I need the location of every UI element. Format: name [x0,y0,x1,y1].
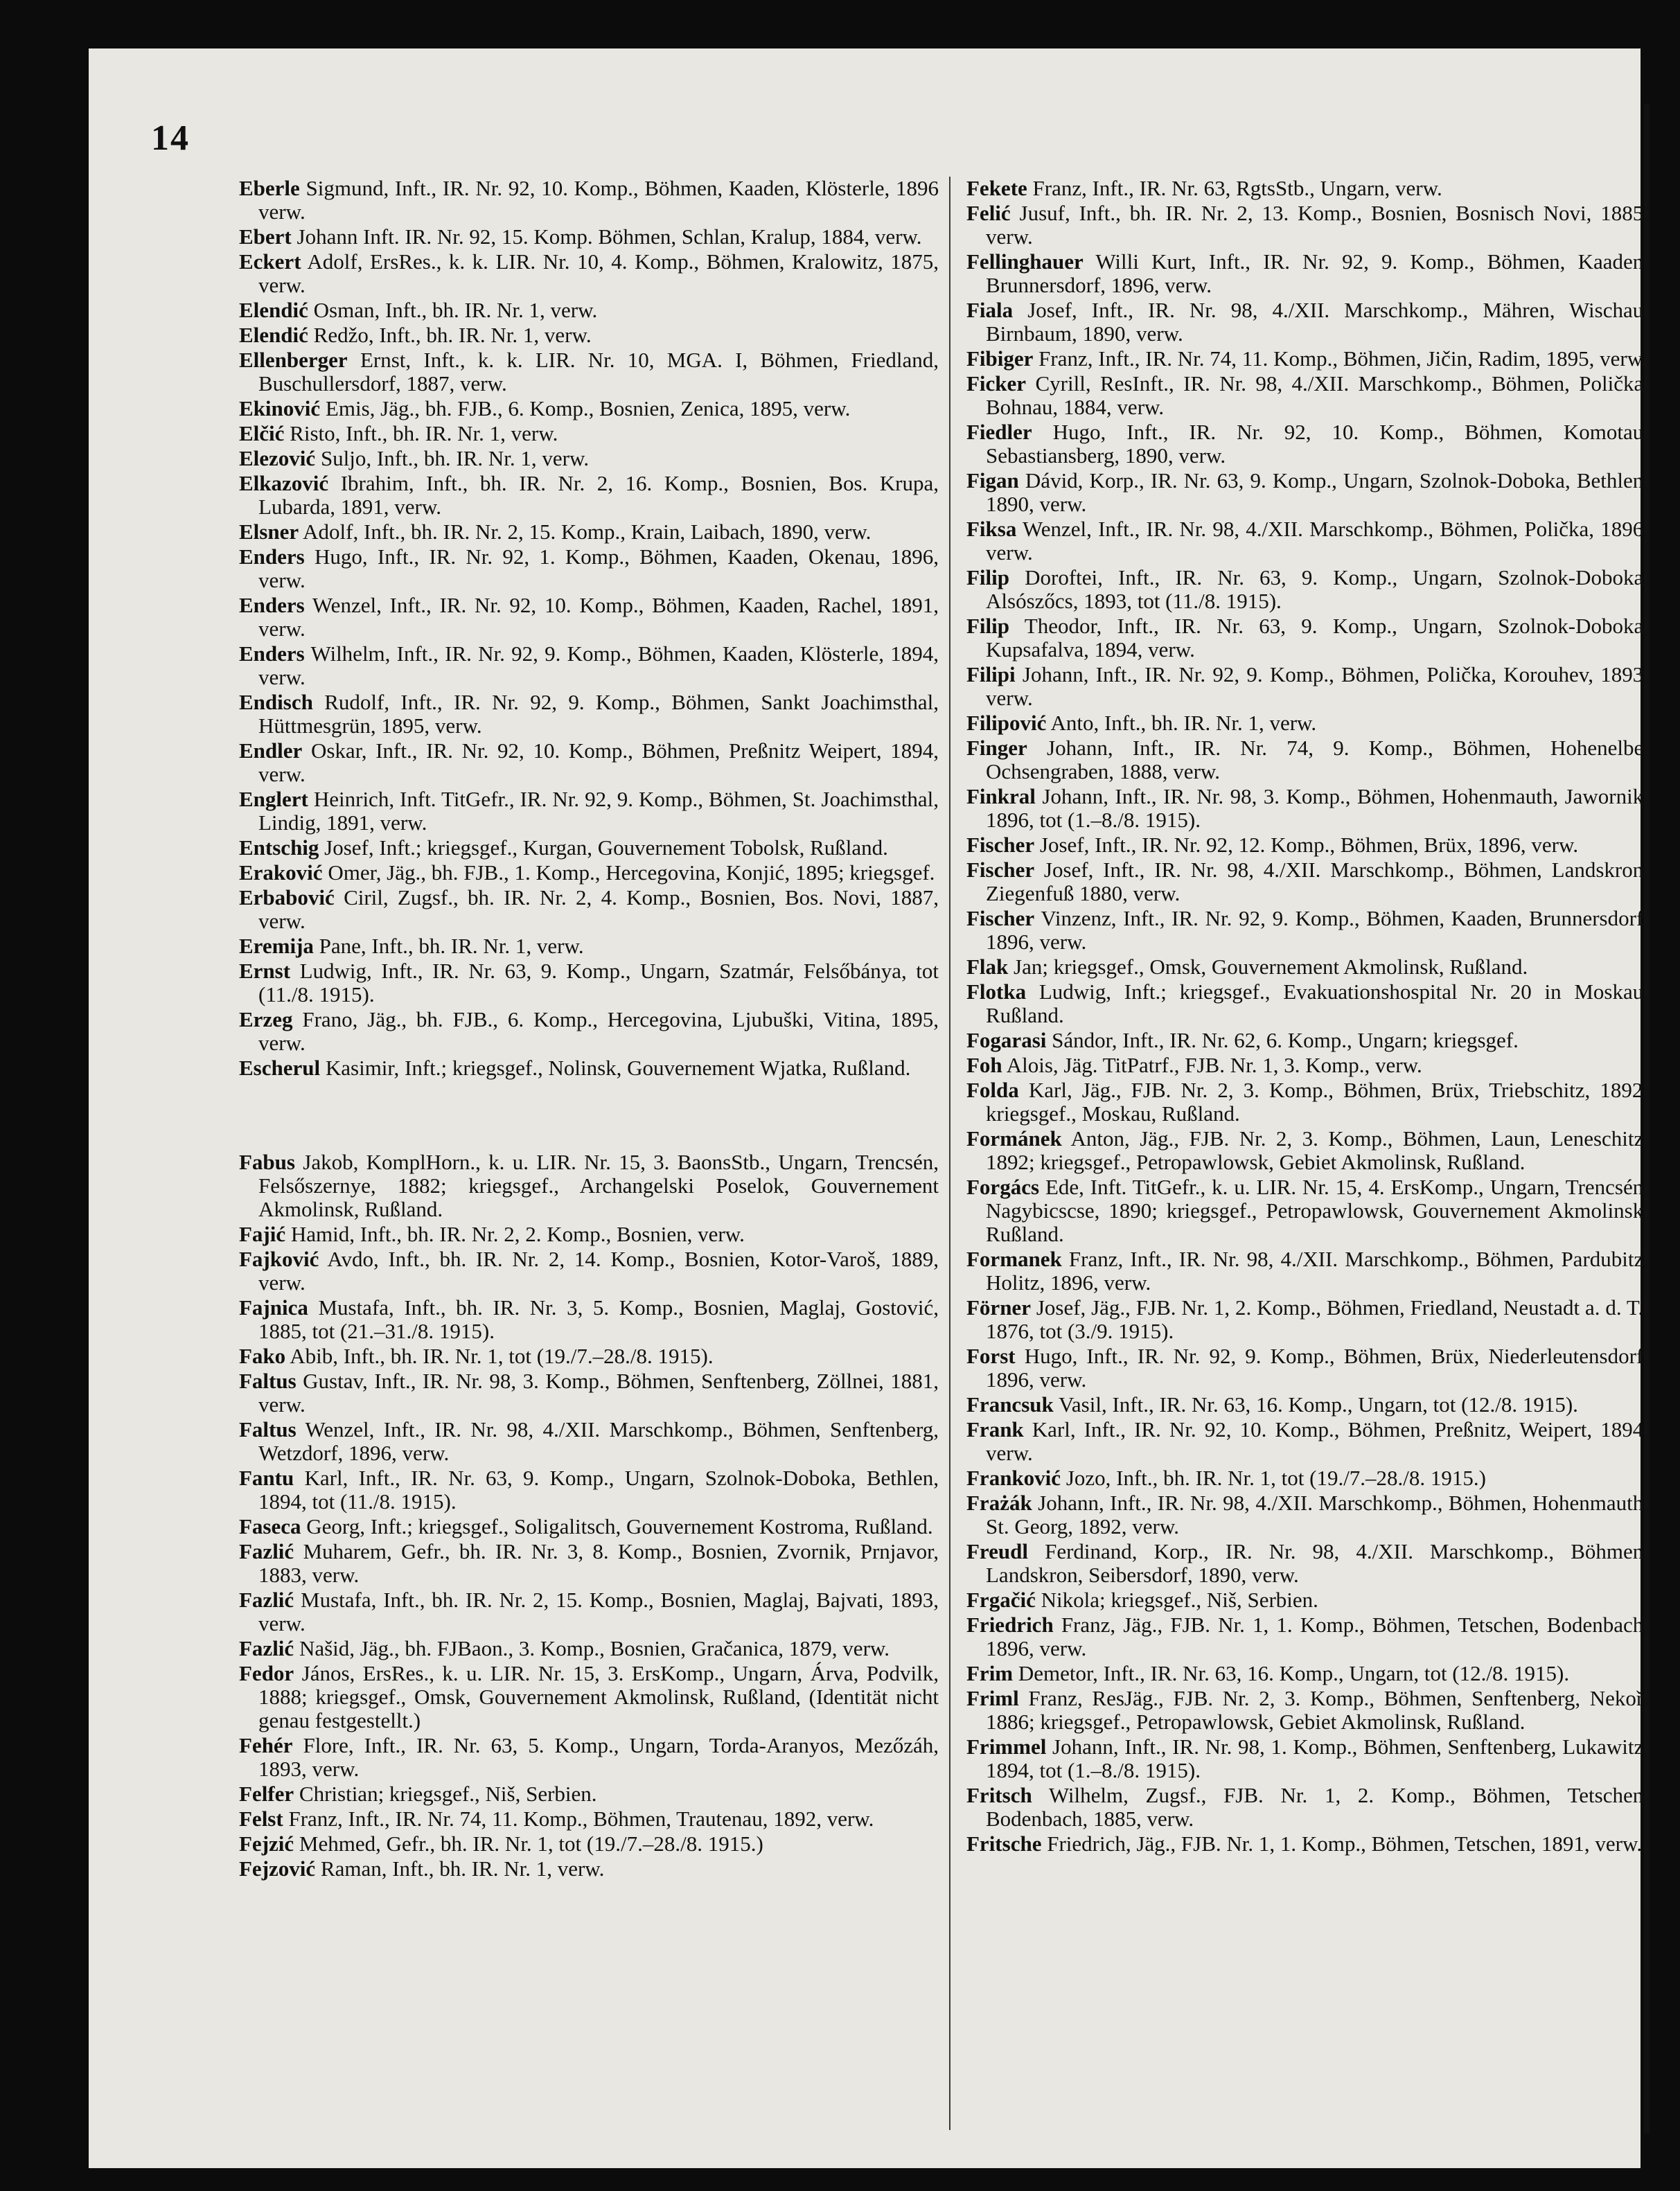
entry-details: Johann, Inft., IR. Nr. 92, 9. Komp., Böhmen, Polička, Korouhev, 1893, verw. [986,662,1649,710]
entry-details: Mustafa, Inft., bh. IR. Nr. 3, 5. Komp., Bosnien, Maglaj, Gostović, 1885, tot (21.–31./8. 1915). [258,1295,939,1343]
right-column [966,177,1649,1857]
entry-details: Franz, Jäg., FJB. Nr. 1, 1. Komp., Böhmen, Tetschen, Bodenbach, 1896, verw. [986,1613,1649,1660]
entry-details: Cyrill, ResInft., IR. Nr. 98, 4./XII. Marschkomp., Böhmen, Polička, Bohnau, 1884, verw. [986,371,1649,419]
entry-details: Ernst, Inft., k. k. LIR. Nr. 10, MGA. I, Böhmen, Friedland, Buschullersdorf, 1887, verw. [258,348,939,396]
entry-details: Franz, ResJäg., FJB. Nr. 2, 3. Komp., Böhmen, Senftenberg, Nekoř, 1886; kriegsgef., Petropawlowsk, Gebiet Akmolinsk, Rußland. [986,1686,1649,1734]
entry-details: Jusuf, Inft., bh. IR. Nr. 2, 13. Komp., Bosnien, Bosnisch Novi, 1885, verw. [986,201,1649,249]
register-entry [239,177,939,224]
entry-details: Emis, Jäg., bh. FJB., 6. Komp., Bosnien, Zenica, 1895, verw. [325,396,851,420]
page-number: 14 [151,118,190,158]
entry-details: Omer, Jäg., bh. FJB., 1. Komp., Hercegovina, Konjić, 1895; kriegsgef. [328,860,935,885]
entry-surname: Faltus [239,1417,297,1442]
register-entry [239,886,939,933]
entry-details: Franz, Inft., IR. Nr. 63, RgtsStb., Ungarn, verw. [1032,177,1442,200]
entry-surname: Finger [966,736,1027,760]
entry-details: Hugo, Inft., IR. Nr. 92, 9. Komp., Böhmen, Brüx, Niederleutensdorf, 1896, verw. [986,1344,1649,1392]
entry-details: Raman, Inft., bh. IR. Nr. 1, verw. [320,1856,605,1881]
entry-details: Heinrich, Inft. TitGefr., IR. Nr. 92, 9. Komp., Böhmen, St. Joachimsthal, Lindig, 1891, verw. [258,787,939,835]
register-entry [239,1056,939,1080]
entry-surname: Elčić [239,421,285,445]
entry-details: Alois, Jäg. TitPatrf., FJB. Nr. 1, 3. Komp., verw. [1006,1053,1422,1077]
section-gap [239,1081,939,1151]
entry-surname: Filip [966,565,1010,589]
register-entry [966,1466,1649,1490]
entry-surname: Englert [239,787,308,811]
entry-surname: Entschig [239,835,319,860]
register-entry [239,1418,939,1465]
register-entry [966,1393,1649,1417]
register-entry [966,1491,1649,1538]
entry-surname: Fajković [239,1247,319,1271]
register-entry [239,1540,939,1587]
entry-details: Josef, Inft., IR. Nr. 98, 4./XII. Marschkomp., Böhmen, Landskron, Ziegenfuß 1880, verw. [986,858,1649,905]
entry-surname: Fabus [239,1150,295,1174]
entry-surname: Francsuk [966,1392,1054,1417]
register-entry [966,1588,1649,1612]
entry-details: Jozo, Inft., bh. IR. Nr. 1, tot (19./7.–28./8. 1915.) [1066,1466,1486,1490]
entry-surname: Erbabović [239,885,335,910]
entry-surname: Felfer [239,1782,294,1806]
register-entry [966,469,1649,516]
entry-surname: Finkral [966,784,1036,808]
entry-surname: Fischer [966,858,1035,882]
entry-details: Christian; kriegsgef., Niš, Serbien. [299,1782,597,1806]
entry-details: Wenzel, Inft., IR. Nr. 92, 10. Komp., Böhmen, Kaaden, Rachel, 1891, verw. [258,593,939,641]
entry-details: Frano, Jäg., bh. FJB., 6. Komp., Hercegovina, Ljubuški, Vitina, 1895, verw. [258,1007,939,1055]
entry-details: Anto, Inft., bh. IR. Nr. 1, verw. [1050,711,1317,735]
entry-details: Georg, Inft.; kriegsgef., Soligalitsch, Gouvernement Kostroma, Rußland. [306,1514,933,1538]
entry-details: Demetor, Inft., IR. Nr. 63, 16. Komp., Ungarn, tot (12./8. 1915). [1018,1661,1570,1685]
entry-surname: Escherul [239,1056,321,1080]
entry-surname: Fibiger [966,346,1034,371]
entry-surname: Eberle [239,176,300,200]
entry-details: Flore, Inft., IR. Nr. 63, 5. Komp., Ungarn, Torda-Aranyos, Mezőzáh, 1893, verw. [258,1733,939,1781]
entry-surname: Eckert [239,249,301,274]
entry-surname: Fritsch [966,1783,1032,1807]
entry-details: Friedrich, Jäg., FJB. Nr. 1, 1. Komp., Böhmen, Tetschen, 1891, verw. [1047,1831,1643,1856]
register-entry [239,1832,939,1856]
entry-details: Vinzenz, Inft., IR. Nr. 92, 9. Komp., Böhmen, Kaaden, Brunnersdorf, 1896, verw. [986,906,1649,954]
register-entry [966,980,1649,1027]
entry-details: Johann, Inft., IR. Nr. 74, 9. Komp., Böhmen, Hohenelbe, Ochsengraben, 1888, verw. [986,736,1649,783]
entry-details: Abib, Inft., bh. IR. Nr. 1, tot (19./7.–28./8. 1915). [290,1344,714,1368]
register-entry [966,1054,1649,1077]
entry-details: János, ErsRes., k. u. LIR. Nr. 15, 3. ErsKomp., Ungarn, Árva, Podvilk, 1888; kriegsgef., Omsk, Gouvernement Akmolinsk, Rußland, (Identität nicht genau festgestellt.) [258,1661,939,1732]
register-entry [966,177,1649,200]
register-entry [966,907,1649,954]
register-entry [966,1735,1649,1782]
entry-details: Johann Inft. IR. Nr. 92, 15. Komp. Böhmen, Schlan, Kralup, 1884, verw. [297,224,922,249]
entry-surname: Ficker [966,371,1027,396]
entry-details: Osman, Inft., bh. IR. Nr. 1, verw. [313,298,598,322]
register-entry [239,1151,939,1221]
entry-surname: Enders [239,544,305,569]
entry-details: Doroftei, Inft., IR. Nr. 63, 9. Komp., Ungarn, Szolnok-Doboka, Alsószőcs, 1893, tot (11./8. 1915). [986,565,1649,613]
entry-surname: Ellenberger [239,348,348,372]
register-entry [966,711,1649,735]
register-entry [966,1127,1649,1174]
entry-surname: Enders [239,593,305,617]
register-entry [966,614,1649,662]
entry-details: Anton, Jäg., FJB. Nr. 2, 3. Komp., Böhmen, Laun, Leneschitz, 1892; kriegsgef., Petropawlowsk, Gebiet Akmolinsk, Rußland. [986,1126,1649,1174]
entry-details: Wenzel, Inft., IR. Nr. 98, 4./XII. Marschkomp., Böhmen, Senftenberg, Wetzdorf, 1896, verw. [258,1417,939,1465]
entry-details: Adolf, ErsRes., k. k. LIR. Nr. 10, 4. Komp., Böhmen, Kralowitz, 1875, verw. [258,249,939,297]
register-entry [966,420,1649,468]
entry-surname: Ekinović [239,396,321,420]
entry-details: Mustafa, Inft., bh. IR. Nr. 2, 15. Komp., Bosnien, Maglaj, Bajvati, 1893, verw. [258,1588,939,1635]
entry-details: Josef, Inft.; kriegsgef., Kurgan, Gouvernement Tobolsk, Rußland. [324,835,888,860]
register-entry [966,1079,1649,1126]
register-entry [239,1637,939,1660]
register-entry [239,1008,939,1055]
entry-surname: Frażák [966,1491,1032,1515]
register-entry [239,545,939,592]
entry-surname: Erzeg [239,1007,293,1031]
register-entry [239,1466,939,1514]
register-entry [239,1296,939,1343]
entry-surname: Flak [966,955,1009,979]
entry-details: Vasil, Inft., IR. Nr. 63, 16. Komp., Ungarn, tot (12./8. 1915). [1058,1392,1578,1417]
entry-surname: Faltus [239,1369,297,1393]
register-entry [239,397,939,420]
entry-details: Willi Kurt, Inft., IR. Nr. 92, 9. Komp., Böhmen, Kaaden, Brunnersdorf, 1896, verw. [986,249,1649,297]
entry-surname: Fiedler [966,420,1032,444]
entry-surname: Flotka [966,979,1027,1004]
register-entry [239,1248,939,1295]
entry-details: Adolf, Inft., bh. IR. Nr. 2, 15. Komp., Krain, Laibach, 1890, verw. [303,520,872,544]
entry-surname: Fejzić [239,1831,294,1856]
register-entry [239,422,939,445]
entry-details: Karl, Inft., IR. Nr. 92, 10. Komp., Böhmen, Preßnitz, Weipert, 1894, verw. [986,1417,1649,1465]
entry-details: Dávid, Korp., IR. Nr. 63, 9. Komp., Ungarn, Szolnok-Doboka, Bethlen, 1890, verw. [986,468,1649,516]
entry-surname: Fehér [239,1733,293,1757]
entry-details: Avdo, Inft., bh. IR. Nr. 2, 14. Komp., Bosnien, Kotor-Varoš, 1889, verw. [258,1247,939,1295]
register-entry [239,1782,939,1806]
entry-surname: Fekete [966,177,1027,200]
entry-surname: Eremija [239,934,314,958]
entry-details: Muharem, Gefr., bh. IR. Nr. 3, 8. Komp., Bosnien, Zvornik, Prnjavor, 1883, verw. [258,1539,939,1587]
entry-surname: Frgačić [966,1588,1036,1612]
entry-details: Franz, Inft., IR. Nr. 74, 11. Komp., Böhmen, Jičin, Radim, 1895, verw. [1038,346,1647,371]
entry-details: Sigmund, Inft., IR. Nr. 92, 10. Komp., Böhmen, Kaaden, Klösterle, 1896 verw. [258,176,939,224]
register-entry [966,1029,1649,1052]
register-entry [966,1296,1649,1343]
register-entry [239,1345,939,1368]
entry-surname: Fischer [966,906,1035,930]
entry-details: Wenzel, Inft., IR. Nr. 98, 4./XII. Marschkomp., Böhmen, Polička, 1896, verw. [986,517,1649,565]
register-entry [966,347,1649,371]
entry-surname: Formánek [966,1126,1062,1151]
register-entry [966,1784,1649,1831]
register-entry [966,1418,1649,1465]
register-entry [239,934,939,958]
column-divider [949,177,950,2130]
entry-surname: Foh [966,1053,1002,1077]
register-entry [239,594,939,641]
entry-details: Suljo, Inft., bh. IR. Nr. 1, verw. [320,446,590,470]
entry-surname: Eraković [239,860,323,885]
entry-surname: Ebert [239,224,292,249]
entry-details: Ede, Inft. TitGefr., k. u. LIR. Nr. 15, 4. ErsKomp., Ungarn, Trencsén, Nagybicscse, 1890; kriegsgef., Petropawlowsk, Gouvernement Akmolinsk, Rußland. [986,1175,1649,1246]
entry-surname: Fajić [239,1222,286,1246]
entry-details: Jakob, KomplHorn., k. u. LIR. Nr. 15, 3. BaonsStb., Ungarn, Trencsén, Felsőszernye, 1882; kriegsgef., Archangelski Poselok, Gouvernement Akmolinsk, Rußland. [258,1150,939,1221]
entry-surname: Felst [239,1807,283,1831]
register-entry [966,1832,1649,1856]
register-entry [239,691,939,738]
entry-surname: Filip [966,614,1010,638]
entry-details: Wilhelm, Zugsf., FJB. Nr. 1, 2. Komp., Böhmen, Tetschen, Bodenbach, 1885, verw. [986,1783,1649,1831]
entry-details: Karl, Inft., IR. Nr. 63, 9. Komp., Ungarn, Szolnok-Doboka, Bethlen, 1894, tot (11./8. 1915). [258,1466,939,1514]
register-entry [239,1734,939,1781]
register-entry [239,861,939,885]
register-entry [966,663,1649,710]
entry-surname: Fazlić [239,1588,294,1612]
entry-details: Josef, Inft., IR. Nr. 92, 12. Komp., Böhmen, Brüx, 1896, verw. [1039,833,1579,857]
entry-details: Hugo, Inft., IR. Nr. 92, 1. Komp., Böhmen, Kaaden, Okenau, 1896, verw. [258,544,939,592]
entry-details: Hugo, Inft., IR. Nr. 92, 10. Komp., Böhmen, Komotau, Sebastiansberg, 1890, verw. [986,420,1649,468]
entry-details: Hamid, Inft., bh. IR. Nr. 2, 2. Komp., Bosnien, verw. [290,1222,745,1246]
entry-surname: Elezović [239,446,316,470]
entry-surname: Frank [966,1417,1024,1442]
entry-surname: Friml [966,1686,1019,1710]
entry-surname: Frimmel [966,1735,1047,1759]
entry-surname: Fako [239,1344,286,1368]
entry-surname: Elendić [239,298,308,322]
entry-surname: Fogarasi [966,1028,1047,1052]
register-entry [239,1857,939,1881]
register-entry [239,788,939,835]
entry-details: Pane, Inft., bh. IR. Nr. 1, verw. [319,934,584,958]
entry-details: Franz, Inft., IR. Nr. 98, 4./XII. Marschkomp., Böhmen, Pardubitz, Holitz, 1896, verw. [986,1247,1649,1295]
entry-surname: Förner [966,1295,1031,1320]
register-entry [239,348,939,396]
register-entry [966,1176,1649,1246]
entry-details: Gustav, Inft., IR. Nr. 98, 3. Komp., Böhmen, Senftenberg, Zöllnei, 1881, verw. [258,1369,939,1417]
entry-details: Theodor, Inft., IR. Nr. 63, 9. Komp., Ungarn, Szolnok-Doboka, Kupsafalva, 1894, verw. [986,614,1649,662]
register-entry [966,1540,1649,1587]
entry-surname: Fantu [239,1466,294,1490]
register-entry [966,1662,1649,1685]
entry-details: Oskar, Inft., IR. Nr. 92, 10. Komp., Böhmen, Preßnitz Weipert, 1894, verw. [258,738,939,786]
register-entry [239,250,939,297]
register-entry [239,1369,939,1417]
register-entry [966,1345,1649,1392]
entry-details: Jan; kriegsgef., Omsk, Gouvernement Akmolinsk, Rußland. [1014,955,1528,979]
entry-surname: Filipi [966,662,1016,686]
entry-details: Ludwig, Inft., IR. Nr. 63, 9. Komp., Ungarn, Szatmár, Felsőbánya, tot (11./8. 1915). [258,959,939,1006]
entry-surname: Formanek [966,1247,1062,1271]
entry-surname: Fiala [966,298,1014,322]
register-entry [239,1662,939,1732]
entry-details: Karl, Jäg., FJB. Nr. 2, 3. Komp., Böhmen, Brüx, Triebschitz, 1892; kriegsgef., Moskau, Rußland. [986,1078,1649,1126]
entry-details: Wilhelm, Inft., IR. Nr. 92, 9. Komp., Böhmen, Kaaden, Klösterle, 1894, verw. [258,641,939,689]
entry-surname: Fazlić [239,1539,294,1563]
register-entry [966,1687,1649,1734]
entry-surname: Faseca [239,1514,301,1538]
entry-details: Johann, Inft., IR. Nr. 98, 1. Komp., Böhmen, Senftenberg, Lukawitz, 1894, tot (1.–8./8. 1915). [986,1735,1649,1782]
entry-details: Ferdinand, Korp., IR. Nr. 98, 4./XII. Marschkomp., Böhmen, Landskron, Seibersdorf, 1890, verw. [986,1539,1649,1587]
entry-details: Mehmed, Gefr., bh. IR. Nr. 1, tot (19./7.–28./8. 1915.) [299,1831,763,1856]
entry-surname: Ernst [239,959,291,983]
entry-details: Ludwig, Inft.; kriegsgef., Evakuationshospital Nr. 20 in Moskau, Rußland. [986,979,1649,1027]
register-entry [966,250,1649,297]
register-entry [966,858,1649,905]
register-entry [966,833,1649,857]
register-entry [239,472,939,519]
entry-surname: Elendić [239,323,308,347]
register-entry [966,566,1649,613]
register-entry [966,955,1649,979]
entry-surname: Fejzović [239,1856,316,1881]
entry-surname: Friedrich [966,1613,1054,1637]
register-entry [966,785,1649,832]
entry-surname: Fellinghauer [966,249,1084,274]
register-entry [239,323,939,347]
left-column [239,177,939,1882]
entry-details: Johann, Inft., IR. Nr. 98, 4./XII. Marschkomp., Böhmen, Hohenmauth, St. Georg, 1892, verw. [986,1491,1649,1538]
register-entry [966,299,1649,346]
entry-surname: Elkazović [239,471,329,495]
register-entry [239,959,939,1006]
entry-surname: Forst [966,1344,1016,1368]
register-entry [239,520,939,544]
entry-details: Sándor, Inft., IR. Nr. 62, 6. Komp., Ungarn; kriegsgef. [1052,1028,1519,1052]
entry-surname: Fajnica [239,1295,308,1320]
entry-surname: Fazlić [239,1636,294,1660]
entry-surname: Freudl [966,1539,1028,1563]
entry-surname: Enders [239,641,305,666]
register-entry [966,517,1649,565]
entry-surname: Franković [966,1466,1061,1490]
entry-details: Rudolf, Inft., IR. Nr. 92, 9. Komp., Böhmen, Sankt Joachimsthal, Hüttmesgrün, 1895, verw. [258,690,939,738]
register-entry [966,1613,1649,1660]
register-entry [239,1588,939,1635]
entry-details: Redžo, Inft., bh. IR. Nr. 1, verw. [313,323,592,347]
entry-details: Josef, Inft., IR. Nr. 98, 4./XII. Marschkomp., Mähren, Wischau, Birnbaum, 1890, verw. [986,298,1649,346]
entry-surname: Frim [966,1661,1014,1685]
entry-surname: Endisch [239,690,313,714]
entry-details: Josef, Jäg., FJB. Nr. 1, 2. Komp., Böhmen, Friedland, Neustadt a. d. T., 1876, tot (3./9. 1915). [986,1295,1649,1343]
entry-surname: Fedor [239,1661,294,1685]
register-entry [239,1807,939,1831]
register-entry [966,372,1649,419]
entry-surname: Endler [239,738,303,763]
entry-surname: Forgács [966,1175,1040,1199]
entry-surname: Folda [966,1078,1019,1102]
entry-details: Nikola; kriegsgef., Niš, Serbien. [1041,1588,1318,1612]
register-entry [966,736,1649,783]
register-entry [239,299,939,322]
register-entry [239,1515,939,1538]
entry-surname: Fritsche [966,1831,1042,1856]
register-entry [239,836,939,860]
entry-details: Našid, Jäg., bh. FJBaon., 3. Komp., Bosnien, Gračanica, 1879, verw. [299,1636,890,1660]
entry-details: Ciril, Zugsf., bh. IR. Nr. 2, 4. Komp., Bosnien, Bos. Novi, 1887, verw. [258,885,939,933]
entry-surname: Figan [966,468,1019,493]
entry-surname: Elsner [239,520,299,544]
entry-details: Franz, Inft., IR. Nr. 74, 11. Komp., Böhmen, Trautenau, 1892, verw. [288,1807,874,1831]
register-entry [239,1223,939,1246]
register-entry [239,642,939,689]
entry-surname: Felić [966,201,1011,225]
register-entry [239,225,939,249]
entry-surname: Fiksa [966,517,1017,541]
register-entry [966,202,1649,249]
entry-details: Johann, Inft., IR. Nr. 98, 3. Komp., Böhmen, Hohenmauth, Jawornik, 1896, tot (1.–8./8. 1915). [986,784,1649,832]
entry-surname: Filipović [966,711,1047,735]
entry-details: Risto, Inft., bh. IR. Nr. 1, verw. [290,421,558,445]
register-entry [239,447,939,470]
entry-details: Ibrahim, Inft., bh. IR. Nr. 2, 16. Komp., Bosnien, Bos. Krupa, Lubarda, 1891, verw. [258,471,939,519]
entry-surname: Fischer [966,833,1035,857]
register-entry [966,1248,1649,1295]
entry-details: Kasimir, Inft.; kriegsgef., Nolinsk, Gouvernement Wjatka, Rußland. [325,1056,911,1080]
register-entry [239,739,939,786]
